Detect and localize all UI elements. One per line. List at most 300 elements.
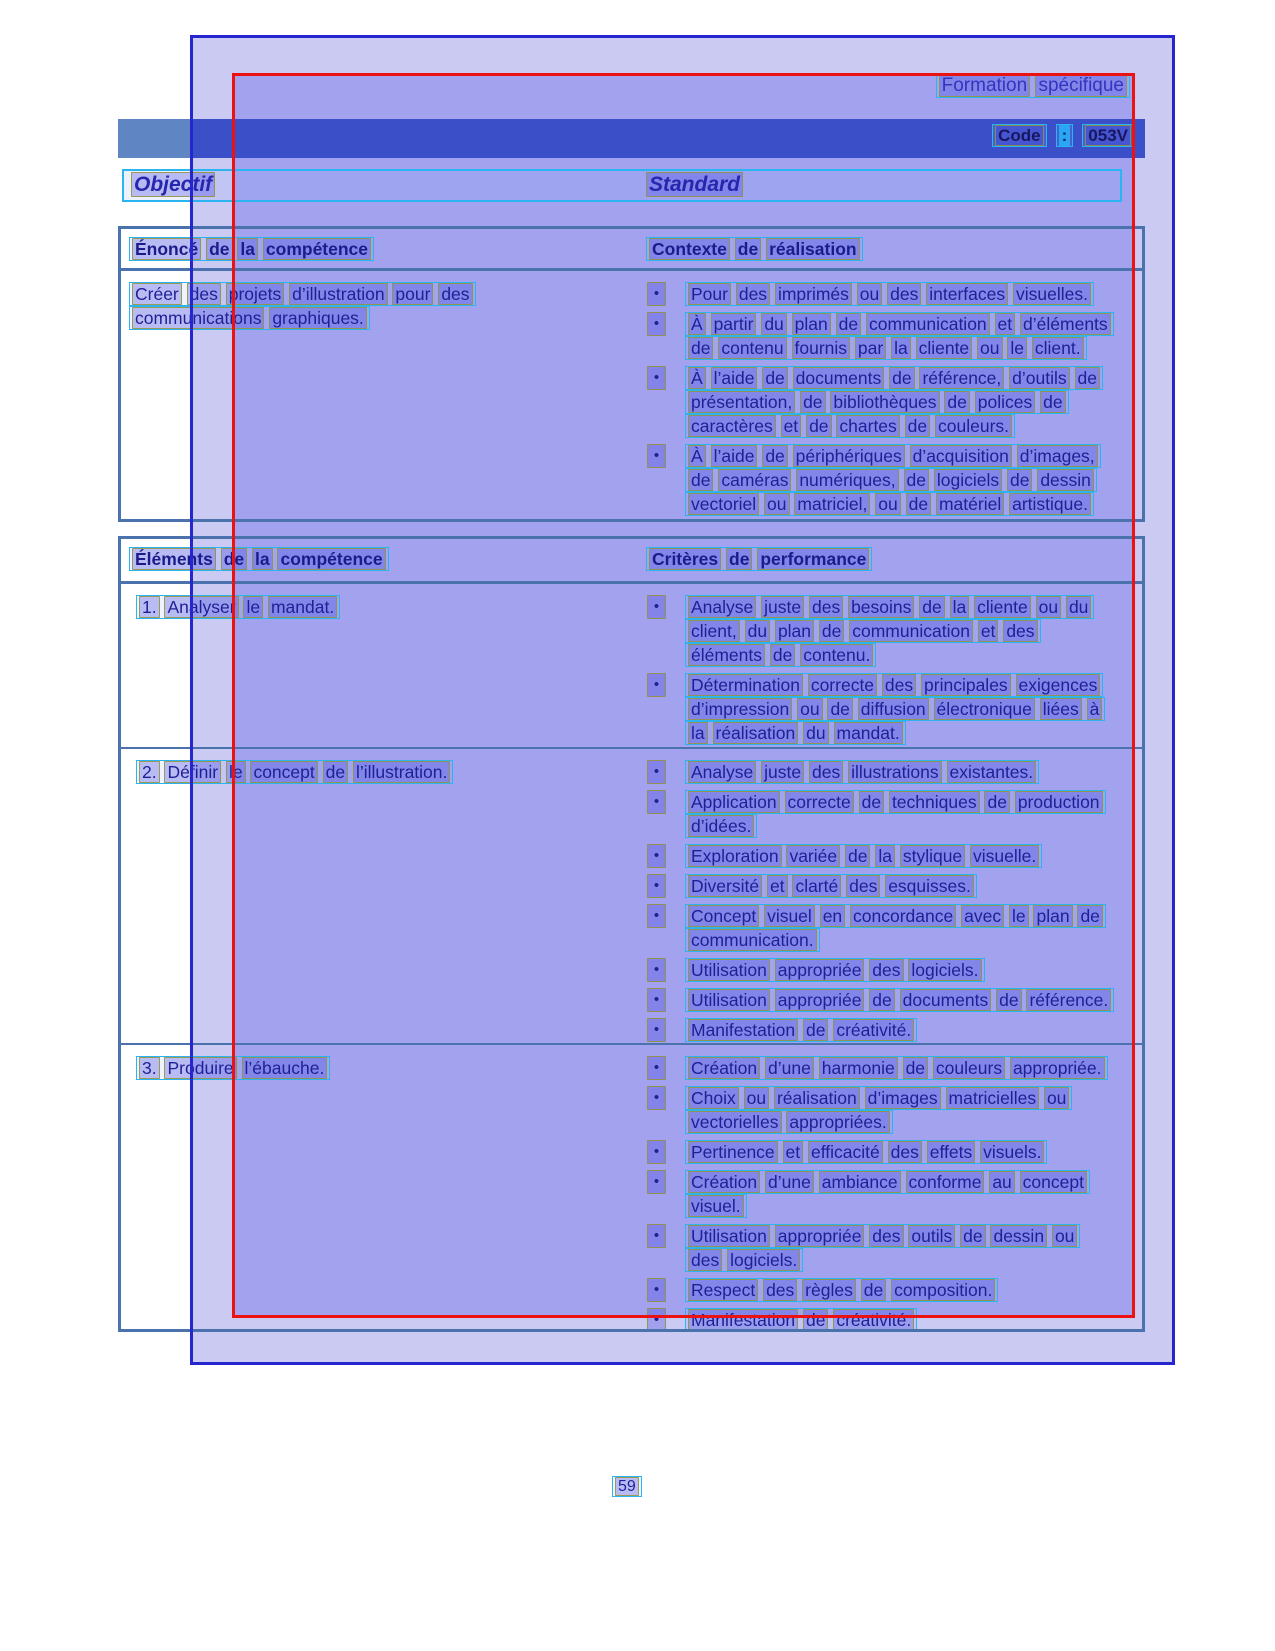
word-box: de	[762, 445, 787, 467]
bullet-text	[685, 312, 1115, 360]
bullet-icon: •	[647, 1224, 666, 1248]
word-box: matériel	[936, 493, 1004, 515]
line-highlight	[685, 790, 1106, 838]
line-highlight	[685, 1224, 1080, 1272]
word-box: esquisses.	[885, 875, 974, 897]
page-number	[612, 1478, 642, 1496]
bullet-item	[647, 1018, 1142, 1042]
bullet-text	[685, 282, 1115, 306]
word-box: du	[803, 722, 828, 744]
word-box: logiciels.	[908, 959, 981, 981]
word-box: 1.	[139, 596, 160, 618]
word-box: de	[323, 761, 348, 783]
line-highlight	[685, 1140, 1047, 1164]
table-cell-right	[645, 271, 1142, 522]
table-row	[121, 747, 1142, 1043]
word-box: cliente	[974, 596, 1031, 618]
word-box: 3.	[139, 1057, 160, 1079]
word-box: la	[252, 548, 273, 570]
line-highlight	[992, 124, 1047, 147]
bullet-item	[647, 1140, 1142, 1164]
word-box: mandat.	[834, 722, 903, 744]
word-box: d’idées.	[688, 815, 754, 837]
word-box: le	[1009, 905, 1029, 927]
bullet-icon: •	[647, 1308, 666, 1332]
word-box: de	[1040, 391, 1065, 413]
word-box: existantes.	[947, 761, 1037, 783]
table-cell-left	[121, 749, 645, 1043]
word-box: Énoncé	[132, 238, 201, 260]
table1-header-right	[646, 237, 863, 261]
line-highlight	[685, 366, 1103, 438]
word-box: Produire	[164, 1057, 236, 1079]
word-box: de	[1077, 905, 1102, 927]
word-box: d’images,	[1017, 445, 1098, 467]
word-box: créativité.	[833, 1309, 914, 1331]
word-box: de	[845, 845, 870, 867]
bullet-text	[685, 958, 1115, 982]
word-box: des	[887, 283, 921, 305]
bullet-icon: •	[647, 904, 666, 928]
bullet-text	[685, 673, 1115, 745]
section-title-row	[122, 169, 1122, 202]
word-box: d’acquisition	[910, 445, 1012, 467]
word-box: :	[1059, 125, 1071, 146]
bullet-icon: •	[647, 844, 666, 868]
word-box: bibliothèques	[830, 391, 939, 413]
word-box: numériques,	[796, 469, 898, 491]
word-box: 2.	[139, 761, 160, 783]
code-group	[992, 126, 1134, 146]
line-highlight	[1056, 124, 1074, 147]
table2-header-left	[129, 547, 389, 571]
word-box: communications	[132, 307, 264, 329]
word-box: de	[206, 238, 232, 260]
header-band-left-segment	[118, 119, 190, 158]
word-box: Critères	[649, 548, 721, 570]
word-box: variée	[786, 845, 840, 867]
word-box: logiciels.	[727, 1249, 800, 1271]
word-box: de	[996, 989, 1021, 1011]
line-highlight	[685, 988, 1114, 1012]
word-box: plan	[792, 313, 831, 335]
word-box: Détermination	[688, 674, 803, 696]
word-box: des	[809, 761, 843, 783]
table-cell-left	[121, 584, 645, 747]
word-box: des	[1003, 620, 1037, 642]
line-highlight	[646, 547, 872, 571]
word-box: visuel.	[688, 1195, 744, 1217]
bullet-icon: •	[647, 958, 666, 982]
line-highlight	[646, 237, 863, 261]
word-box: Utilisation	[688, 959, 770, 981]
word-box: appropriées.	[786, 1111, 889, 1133]
word-box: visuelle.	[970, 845, 1039, 867]
word-box: Objectif	[131, 172, 215, 197]
bullet-item	[647, 282, 1142, 306]
left-cell-text	[136, 1056, 598, 1080]
word-box: communication	[849, 620, 973, 642]
word-box: d’outils	[1009, 367, 1069, 389]
word-box: Manifestation	[688, 1019, 798, 1041]
code-label	[992, 126, 1047, 146]
word-box: réalisation	[713, 722, 799, 744]
word-box: conforme	[906, 1171, 985, 1193]
word-box: réalisation	[774, 1087, 860, 1109]
word-box: des	[438, 283, 472, 305]
word-box: Code	[995, 125, 1044, 146]
word-box: l’aide	[711, 445, 758, 467]
word-box: client,	[688, 620, 740, 642]
word-box: compétence	[277, 548, 385, 570]
word-box: dessin	[990, 1225, 1047, 1247]
word-box: juste	[761, 761, 804, 783]
bullet-item	[647, 1278, 1142, 1302]
word-box: de	[1075, 367, 1100, 389]
word-box: du	[761, 313, 786, 335]
word-box: couleurs	[933, 1057, 1005, 1079]
bullet-icon: •	[647, 673, 666, 697]
word-box: matricielles	[946, 1087, 1040, 1109]
line-highlight	[685, 958, 985, 982]
word-box: effets	[927, 1141, 976, 1163]
word-box: périphériques	[793, 445, 905, 467]
word-box: au	[989, 1171, 1014, 1193]
line-highlight	[685, 1278, 998, 1302]
line-highlight	[685, 874, 977, 898]
word-box: appropriée.	[1010, 1057, 1105, 1079]
word-box: Standard	[646, 172, 743, 197]
word-box: le	[1007, 337, 1027, 359]
word-box: logiciels	[934, 469, 1002, 491]
bullet-icon: •	[647, 366, 666, 390]
word-box: de	[827, 698, 852, 720]
word-box: de	[688, 469, 713, 491]
bullet-icon: •	[647, 595, 666, 619]
line-highlight	[129, 237, 374, 261]
table-cell-left	[121, 1045, 645, 1332]
word-box: Création	[688, 1171, 760, 1193]
word-box: matriciel,	[794, 493, 870, 515]
word-box: mandat.	[268, 596, 337, 618]
word-box: référence.	[1026, 989, 1111, 1011]
word-box: des	[736, 283, 770, 305]
bullet-icon: •	[647, 1086, 666, 1110]
word-box: appropriée	[775, 959, 865, 981]
word-box: visuels.	[980, 1141, 1044, 1163]
word-box: interfaces	[926, 283, 1008, 305]
bullet-icon: •	[647, 988, 666, 1012]
table-row	[121, 584, 1142, 747]
line-highlight	[136, 1056, 330, 1080]
bullet-item	[647, 904, 1142, 952]
word-box: visuel	[764, 905, 815, 927]
word-box: Utilisation	[688, 989, 770, 1011]
bullet-text	[685, 874, 1115, 898]
word-box: client.	[1032, 337, 1084, 359]
word-box: partir	[711, 313, 757, 335]
word-box: À	[688, 313, 706, 335]
word-box: exigences	[1016, 674, 1101, 696]
word-box: règles	[802, 1279, 856, 1301]
word-box: illustrations	[848, 761, 942, 783]
bullet-text	[685, 1224, 1115, 1272]
bullet-item	[647, 1086, 1142, 1134]
word-box: appropriée	[775, 989, 865, 1011]
word-box: documents	[793, 367, 885, 389]
word-box: concordance	[850, 905, 956, 927]
bullet-text	[685, 844, 1115, 868]
line-highlight	[136, 760, 453, 784]
word-box: Exploration	[688, 845, 782, 867]
bullet-item	[647, 760, 1142, 784]
table2-header-right	[646, 547, 872, 571]
bullet-item	[647, 1224, 1142, 1272]
word-box: réalisation	[766, 238, 860, 260]
word-box: de	[800, 391, 825, 413]
bullet-item	[647, 1308, 1142, 1332]
bullet-text	[685, 1308, 1115, 1332]
word-box: de	[770, 644, 795, 666]
bullet-text	[685, 1170, 1115, 1218]
word-box: communication.	[688, 929, 817, 951]
word-box: 053V	[1085, 125, 1131, 146]
bullet-text	[685, 790, 1115, 838]
word-box: liées	[1040, 698, 1082, 720]
word-box: graphiques.	[269, 307, 366, 329]
bullet-item	[647, 874, 1142, 898]
standard-title	[643, 173, 746, 197]
table-elements-criteres	[118, 536, 1145, 1332]
bullet-icon: •	[647, 1278, 666, 1302]
word-box: Utilisation	[688, 1225, 770, 1247]
word-box: de	[803, 1309, 828, 1331]
table-row	[121, 1043, 1142, 1332]
bullet-text	[685, 1086, 1115, 1134]
word-box: production	[1015, 791, 1103, 813]
word-box: vectorielles	[688, 1111, 782, 1133]
line-highlight	[685, 904, 1106, 952]
word-box: Diversité	[688, 875, 762, 897]
left-cell-text	[136, 760, 598, 784]
word-box: de	[836, 313, 861, 335]
word-box: de	[904, 469, 929, 491]
bullet-text	[685, 1140, 1115, 1164]
word-box: techniques	[889, 791, 980, 813]
bullet-text	[685, 444, 1115, 516]
bullet-icon: •	[647, 444, 666, 468]
word-box: et	[767, 875, 788, 897]
bullet-text	[685, 366, 1115, 438]
word-box: ou	[1044, 1087, 1069, 1109]
word-box: documents	[900, 989, 992, 1011]
word-box: 59	[615, 1477, 639, 1496]
word-box: de	[726, 548, 752, 570]
word-box: des	[882, 674, 916, 696]
word-box: Créer	[132, 283, 182, 305]
line-highlight	[612, 1476, 642, 1497]
objectif-title	[128, 173, 218, 197]
word-box: plan	[1033, 905, 1072, 927]
word-box: de	[688, 337, 713, 359]
word-box: des	[688, 1249, 722, 1271]
word-box: contenu.	[800, 644, 873, 666]
bullet-item	[647, 988, 1142, 1012]
bullet-item	[647, 790, 1142, 838]
word-box: chartes	[836, 415, 899, 437]
word-box: Contexte	[649, 238, 730, 260]
word-box: efficacité	[808, 1141, 883, 1163]
word-box: visuelles.	[1013, 283, 1091, 305]
word-box: contenu	[718, 337, 786, 359]
word-box: l’illustration.	[353, 761, 450, 783]
line-highlight	[128, 171, 218, 198]
word-box: de	[806, 415, 831, 437]
word-box: appropriée	[775, 1225, 865, 1247]
bullet-text	[685, 760, 1115, 784]
line-highlight	[643, 171, 746, 198]
word-box: des	[869, 1225, 903, 1247]
word-box: plan	[775, 620, 814, 642]
word-box: de	[819, 620, 844, 642]
line-highlight	[685, 760, 1039, 784]
word-box: dessin	[1037, 469, 1094, 491]
bullet-icon: •	[647, 1056, 666, 1080]
table2-header-row	[121, 539, 1142, 584]
word-box: vectoriel	[688, 493, 759, 515]
line-highlight	[685, 1018, 917, 1042]
word-box: Concept	[688, 905, 759, 927]
word-box: d’illustration	[289, 283, 387, 305]
bullet-text	[685, 1278, 1115, 1302]
word-box: des	[846, 875, 880, 897]
word-box: de	[960, 1225, 985, 1247]
word-box: des	[888, 1141, 922, 1163]
line-highlight	[685, 312, 1114, 360]
left-cell-text	[136, 595, 598, 619]
word-box: la	[688, 722, 708, 744]
word-box: couleurs.	[935, 415, 1012, 437]
bullet-item	[647, 958, 1142, 982]
line-highlight	[685, 1086, 1072, 1134]
word-box: des	[763, 1279, 797, 1301]
line-highlight	[685, 1056, 1108, 1080]
word-box: et	[783, 1141, 804, 1163]
line-highlight	[129, 547, 389, 571]
table-cell-right	[645, 584, 1142, 747]
word-box: correcte	[785, 791, 854, 813]
line-highlight	[685, 444, 1101, 516]
word-box: de	[861, 1279, 886, 1301]
word-box: imprimés	[775, 283, 852, 305]
bullet-text	[685, 904, 1115, 952]
word-box: du	[1066, 596, 1091, 618]
word-box: la	[875, 845, 895, 867]
word-box: électronique	[934, 698, 1035, 720]
bullet-text	[685, 1018, 1115, 1042]
line-highlight	[685, 595, 1094, 667]
line-highlight	[685, 844, 1042, 868]
word-box: principales	[921, 674, 1011, 696]
word-box: Pertinence	[688, 1141, 778, 1163]
word-box: la	[891, 337, 911, 359]
word-box: et	[995, 313, 1016, 335]
bullet-item	[647, 1056, 1142, 1080]
word-box: caméras	[718, 469, 791, 491]
line-highlight	[136, 595, 340, 619]
word-box: outils	[908, 1225, 955, 1247]
table-cell-left	[121, 271, 645, 522]
word-box: ou	[875, 493, 900, 515]
word-box: ou	[857, 283, 882, 305]
word-box: de	[762, 367, 787, 389]
word-box: À	[688, 445, 706, 467]
word-box: juste	[761, 596, 804, 618]
word-box: d’éléments	[1020, 313, 1111, 335]
word-box: Formation	[939, 74, 1031, 97]
word-box: avec	[961, 905, 1004, 927]
word-box: la	[237, 238, 258, 260]
word-box: Analyse	[688, 596, 756, 618]
table-row	[121, 271, 1142, 522]
bullet-icon: •	[647, 760, 666, 784]
word-box: spécifique	[1035, 74, 1127, 97]
bullet-text	[685, 988, 1115, 1012]
formation-specifique-note	[936, 74, 1130, 97]
word-box: Application	[688, 791, 780, 813]
word-box: d’images	[865, 1087, 941, 1109]
word-box: compétence	[263, 238, 371, 260]
word-box: besoins	[848, 596, 914, 618]
word-box: ou	[764, 493, 789, 515]
word-box: polices	[975, 391, 1035, 413]
word-box: ou	[1052, 1225, 1077, 1247]
word-box: par	[855, 337, 886, 359]
word-box: de	[919, 596, 944, 618]
word-box: Analyse	[688, 761, 756, 783]
word-box: concept	[250, 761, 317, 783]
word-box: de	[984, 791, 1009, 813]
bullet-item	[647, 673, 1142, 745]
table1-rows	[121, 271, 1142, 522]
word-box: de	[869, 989, 894, 1011]
word-box: Création	[688, 1057, 760, 1079]
line-highlight	[1082, 124, 1134, 147]
line-highlight	[129, 282, 476, 330]
left-cell-text	[129, 282, 511, 330]
word-box: Pour	[688, 283, 731, 305]
bullet-item	[647, 595, 1142, 667]
word-box: le	[243, 596, 263, 618]
word-box: harmonie	[819, 1057, 898, 1079]
word-box: et	[978, 620, 999, 642]
word-box: et	[781, 415, 802, 437]
word-box: de	[221, 548, 247, 570]
word-box: de	[803, 1019, 828, 1041]
word-box: en	[820, 905, 845, 927]
word-box: de	[859, 791, 884, 813]
word-box: l’aide	[711, 367, 758, 389]
word-box: clarté	[792, 875, 841, 897]
line-highlight	[685, 282, 1094, 306]
word-box: des	[187, 283, 221, 305]
word-box: pour	[392, 283, 433, 305]
word-box: ambiance	[819, 1171, 901, 1193]
code-separator	[1056, 126, 1074, 146]
table-enonce-contexte	[118, 226, 1145, 522]
word-box: Éléments	[132, 548, 216, 570]
word-box: d’une	[765, 1057, 814, 1079]
